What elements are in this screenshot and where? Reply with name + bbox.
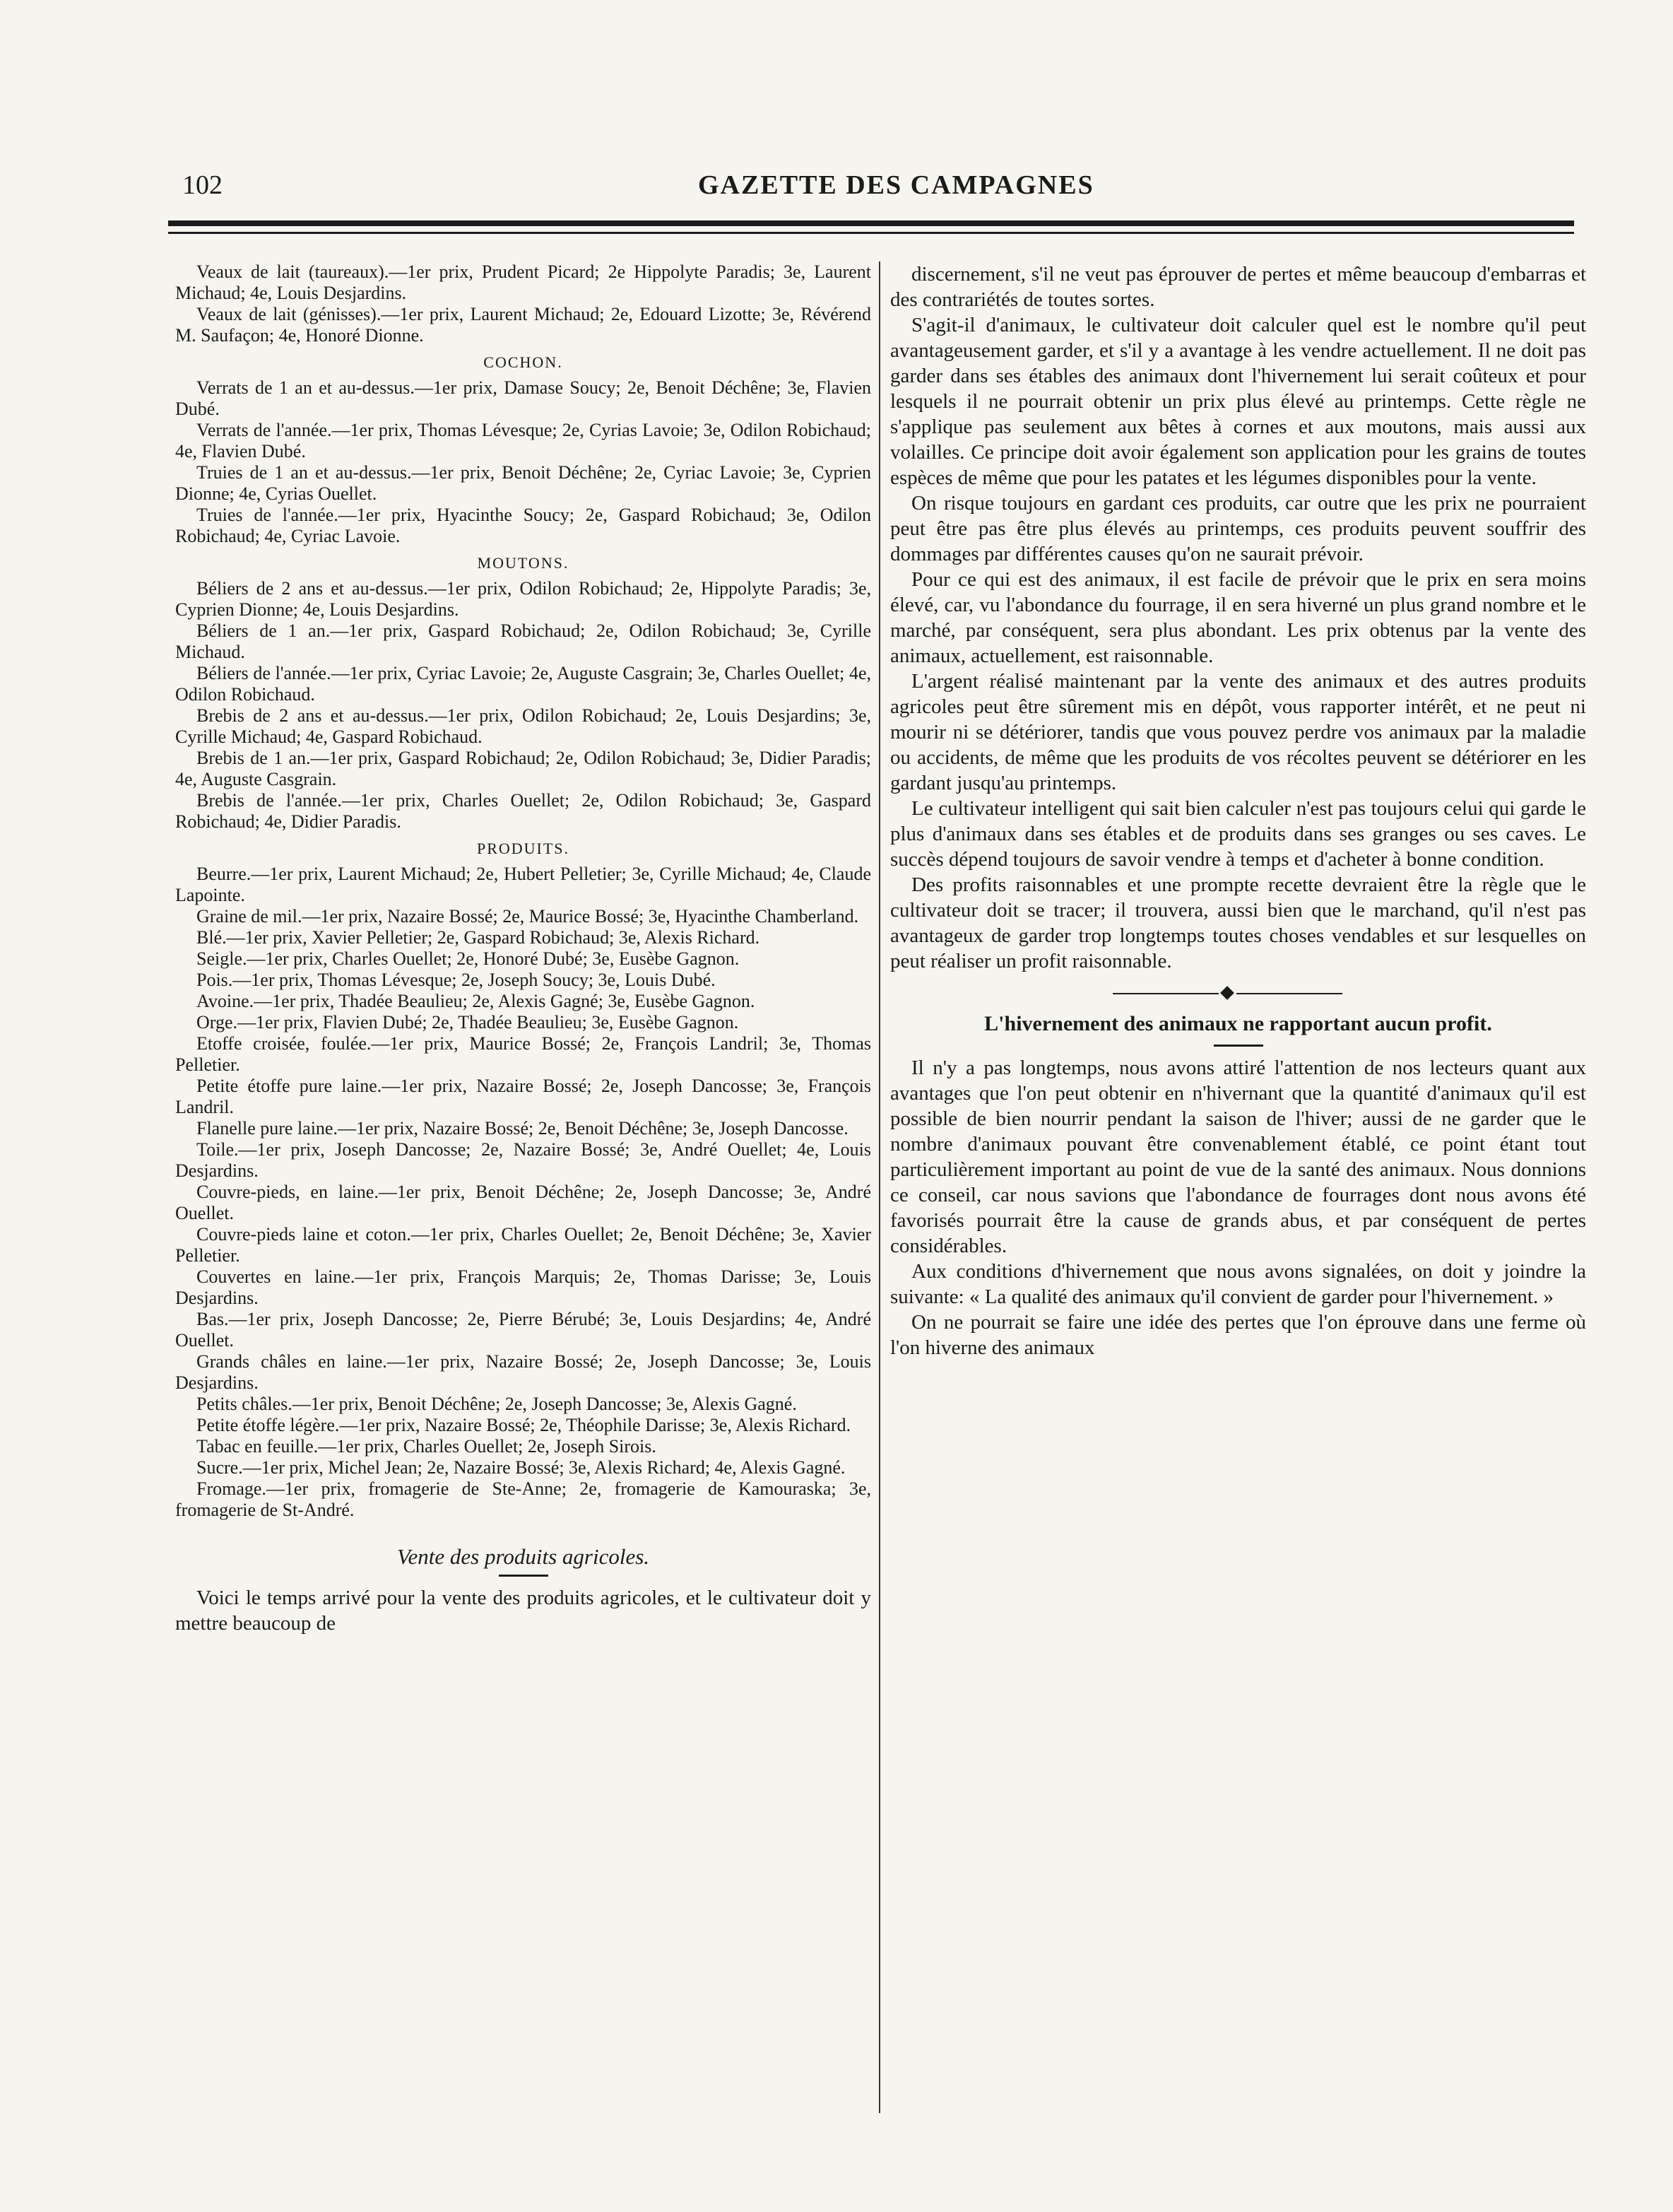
prize-entry: Veaux de lait (génisses).—1er prix, Laurent Michaud; 2e, Edouard Lizotte; 3e, Révérend M. Saufaçon; 4e, Honoré Dionne.: [175, 304, 871, 346]
prize-entry: Petite étoffe pure laine.—1er prix, Nazaire Bossé; 2e, Joseph Dancosse; 3e, François Landril.: [175, 1076, 871, 1117]
prize-entry: Truies de l'année.—1er prix, Hyacinthe Soucy; 2e, Gaspard Robichaud; 3e, Odilon Robichaud; 4e, Cyriac Lavoie.: [175, 505, 871, 546]
moutons-heading: MOUTONS.: [477, 554, 569, 572]
prize-entry: Fromage.—1er prix, fromagerie de Ste-Anne; 2e, fromagerie de Kamouraska; 3e, fromagerie de St-André.: [175, 1478, 871, 1520]
prize-entry: Béliers de 1 an.—1er prix, Gaspard Robichaud; 2e, Odilon Robichaud; 3e, Cyrille Michaud.: [175, 620, 871, 662]
prize-entry: Avoine.—1er prix, Thadée Beaulieu; 2e, Alexis Gagné; 3e, Eusèbe Gagnon.: [196, 991, 755, 1011]
prize-entry: Graine de mil.—1er prix, Nazaire Bossé; 2e, Maurice Bossé; 3e, Hyacinthe Chamberland.: [196, 906, 859, 926]
prize-entry: Pois.—1er prix, Thomas Lévesque; 2e, Joseph Soucy; 3e, Louis Dubé.: [196, 970, 716, 990]
prize-entry: Verrats de l'année.—1er prix, Thomas Lévesque; 2e, Cyrias Lavoie; 3e, Odilon Robichaud; 4e, Flavien Dubé.: [175, 420, 871, 461]
prize-entry: Grands châles en laine.—1er prix, Nazaire Bossé; 2e, Joseph Dancosse; 3e, Louis Desjardins.: [175, 1351, 871, 1393]
page-number: 102: [182, 170, 223, 200]
prize-entry: Brebis de 1 an.—1er prix, Gaspard Robichaud; 2e, Odilon Robichaud; 3e, Didier Paradis; 4e, Auguste Casgrain.: [175, 748, 871, 789]
paragraph: Pour ce qui est des animaux, il est facile de prévoir que le prix en sera moins élevé, car, vu l'abondance du fourrage, il en sera hiverné un plus grand nombre et le marché, par conséquent, sera plus abondant. Les prix obtenus par la vente des animaux, actuellement, est raisonnable.: [890, 568, 1586, 667]
left-column: [175, 261, 871, 2141]
prize-entry: Petite étoffe légère.—1er prix, Nazaire Bossé; 2e, Théophile Darisse; 3e, Alexis Richard.: [196, 1415, 851, 1435]
cochon-heading: COCHON.: [483, 353, 563, 371]
prize-entry: Béliers de l'année.—1er prix, Cyriac Lavoie; 2e, Auguste Casgrain; 3e, Charles Ouellet; 4e, Odilon Robichaud.: [175, 663, 871, 705]
prize-entry: Bas.—1er prix, Joseph Dancosse; 2e, Pierre Bérubé; 3e, Louis Desjardins; 4e, André Ouellet.: [175, 1309, 871, 1351]
section-rule: [499, 1575, 548, 1577]
header-rule-thick: [168, 220, 1574, 226]
moutons-entries: [175, 578, 871, 833]
prize-entry: Brebis de l'année.—1er prix, Charles Ouellet; 2e, Odilon Robichaud; 3e, Gaspard Robichaud; 4e, Didier Paradis.: [175, 790, 871, 832]
ornamental-rule: [890, 987, 1586, 1001]
vente-continuation: [890, 261, 1586, 974]
paragraph: On risque toujours en gardant ces produits, car outre que les prix ne pourraient peut être pas être plus élevés au printemps, ces produits peuvent souffrir des dommages par différentes causes qu'on ne saurait prévoir.: [890, 492, 1586, 565]
prize-entry: Toile.—1er prix, Joseph Dancosse; 2e, Nazaire Bossé; 3e, André Ouellet; 4e, Louis Desjardins.: [175, 1139, 871, 1181]
intro-entries: [175, 261, 871, 346]
prize-entry: Tabac en feuille.—1er prix, Charles Ouellet; 2e, Joseph Sirois.: [196, 1436, 656, 1457]
prize-entry: Blé.—1er prix, Xavier Pelletier; 2e, Gaspard Robichaud; 3e, Alexis Richard.: [196, 927, 760, 948]
prize-entry: Flanelle pure laine.—1er prix, Nazaire Bossé; 2e, Benoit Déchêne; 3e, Joseph Dancosse.: [196, 1118, 849, 1139]
prize-entry: Couvertes en laine.—1er prix, François Marquis; 2e, Thomas Darisse; 3e, Louis Desjardins.: [175, 1266, 871, 1308]
prize-entry: Brebis de 2 ans et au-dessus.—1er prix, Odilon Robichaud; 2e, Louis Desjardins; 3e, Cyrille Michaud; 4e, Gaspard Robichaud.: [175, 705, 871, 747]
header-rule-thin: [168, 232, 1574, 234]
paragraph: discernement, s'il ne veut pas éprouver de pertes et même beaucoup d'embarras et des contrariétés de toutes sortes.: [890, 263, 1586, 311]
prize-entry: Veaux de lait (taureaux).—1er prix, Prudent Picard; 2e Hippolyte Paradis; 3e, Laurent Michaud; 4e, Louis Desjardins.: [175, 261, 871, 303]
right-column: [890, 261, 1586, 2141]
prize-entry: Orge.—1er prix, Flavien Dubé; 2e, Thadée Beaulieu; 3e, Eusèbe Gagnon.: [196, 1012, 739, 1033]
article-body: [890, 1055, 1586, 1360]
paragraph: S'agit-il d'animaux, le cultivateur doit calculer quel est le nombre qu'il peut avantageusement garder, et s'il y a avantage à les vendre actuellement. Il ne doit pas garder dans ses étables des animaux dont l'hivernement lui serait coûteux et pour lesquels il ne pourrait obtenir un prix plus élevé au printemps. Cette règle ne s'applique pas seulement aux bêtes à cornes et aux moutons, mais aussi aux volailles. Ce principe doit avoir également son application pour les grains de toutes espèces de même que pour les patates et les légumes disponibles pour la vente.: [890, 314, 1586, 489]
vente-section-title: Vente des produits agricoles.: [396, 1544, 650, 1569]
cochon-entries: [175, 377, 871, 547]
prize-entry: Couvre-pieds laine et coton.—1er prix, Charles Ouellet; 2e, Benoit Déchêne; 3e, Xavier Pelletier.: [175, 1224, 871, 1266]
produits-heading: PRODUITS.: [476, 840, 570, 857]
prize-entry: Couvre-pieds, en laine.—1er prix, Benoit Déchêne; 2e, Joseph Dancosse; 3e, André Ouellet.: [175, 1182, 871, 1223]
prize-entry: Verrats de 1 an et au-dessus.—1er prix, Damase Soucy; 2e, Benoit Déchêne; 3e, Flavien Dubé.: [175, 377, 871, 419]
prize-entry: Béliers de 2 ans et au-dessus.—1er prix, Odilon Robichaud; 2e, Hippolyte Paradis; 3e, Cyprien Dionne; 4e, Louis Desjardins.: [175, 578, 871, 620]
page-header: [182, 170, 1581, 205]
produits-entries: [175, 864, 871, 1521]
prize-entry: Petits châles.—1er prix, Benoit Déchêne; 2e, Joseph Dancosse; 3e, Alexis Gagné.: [196, 1394, 797, 1414]
article-rule: [1214, 1045, 1263, 1047]
column-divider: [879, 261, 880, 2113]
paragraph: On ne pourrait se faire une idée des pertes que l'on éprouve dans une ferme où l'on hiverne des animaux: [890, 1311, 1586, 1359]
paragraph: Des profits raisonnables et une prompte recette devraient être la règle que le cultivateur doit se tracer; il trouvera, aussi bien que le marchand, qu'il n'est pas avantageux de garder trop longtemps toutes choses vendables et sur lesquelles on peut réaliser un profit raisonnable.: [890, 873, 1586, 972]
paragraph: Le cultivateur intelligent qui sait bien calculer n'est pas toujours celui qui garde le plus d'animaux dans ses étables et de produits dans ses granges ou ses caves. Le succès dépend toujours de savoir vendre à temps et d'acheter à bonne condition.: [890, 797, 1586, 871]
paragraph: L'argent réalisé maintenant par la vente des animaux et des autres produits agricoles peut être sûrement mis en dépôt, vous rapporter intérêt, et ne peut ni mourir ni se détériorer, tandis que vous pouvez perdre vos animaux par la maladie ou accidents, de même que les produits de vos récoltes peuvent se détériorer en les gardant jusqu'au printemps.: [890, 670, 1586, 794]
prize-entry: Etoffe croisée, foulée.—1er prix, Maurice Bossé; 2e, François Landril; 3e, Thomas Pelletier.: [175, 1033, 871, 1075]
paragraph: Il n'y a pas longtemps, nous avons attiré l'attention de nos lecteurs quant aux avantages que l'on peut obtenir en n'hivernant que la quantité d'animaux qu'il est possible de bien nourrir pendant la saison de l'hiver; aussi de ne garder que le nombre d'animaux pouvant être convenablement établé, ce point étant tout particulièrement important au point de vue de la santé des animaux. Nous donnions ce conseil, car nous savions que l'abondance de fourrages dont nous avons été favorisés pourrait être la cause de grands abus, et par conséquent de pertes considérables.: [890, 1057, 1586, 1257]
prize-entry: Truies de 1 an et au-dessus.—1er prix, Benoit Déchêne; 2e, Cyriac Lavoie; 3e, Cyprien Dionne; 4e, Cyrias Ouellet.: [175, 462, 871, 504]
article-title: L'hivernement des animaux ne rapportant aucun profit.: [984, 1012, 1492, 1035]
prize-entry: Seigle.—1er prix, Charles Ouellet; 2e, Honoré Dubé; 3e, Eusèbe Gagnon.: [196, 948, 740, 969]
prize-entry: Beurre.—1er prix, Laurent Michaud; 2e, Hubert Pelletier; 3e, Cyrille Michaud; 4e, Claude Lapointe.: [175, 864, 871, 905]
paragraph: Aux conditions d'hivernement que nous avons signalées, on doit y joindre la suivante: « La qualité des animaux qu'il convient de garder pour l'hivernement. »: [890, 1260, 1586, 1308]
vente-paragraph: Voici le temps arrivé pour la vente des produits agricoles, et le cultivateur doit y mettre beaucoup de: [175, 1587, 871, 1635]
prize-entry: Sucre.—1er prix, Michel Jean; 2e, Nazaire Bossé; 3e, Alexis Richard; 4e, Alexis Gagné.: [196, 1457, 846, 1478]
publication-title: GAZETTE DES CAMPAGNES: [698, 170, 1094, 200]
